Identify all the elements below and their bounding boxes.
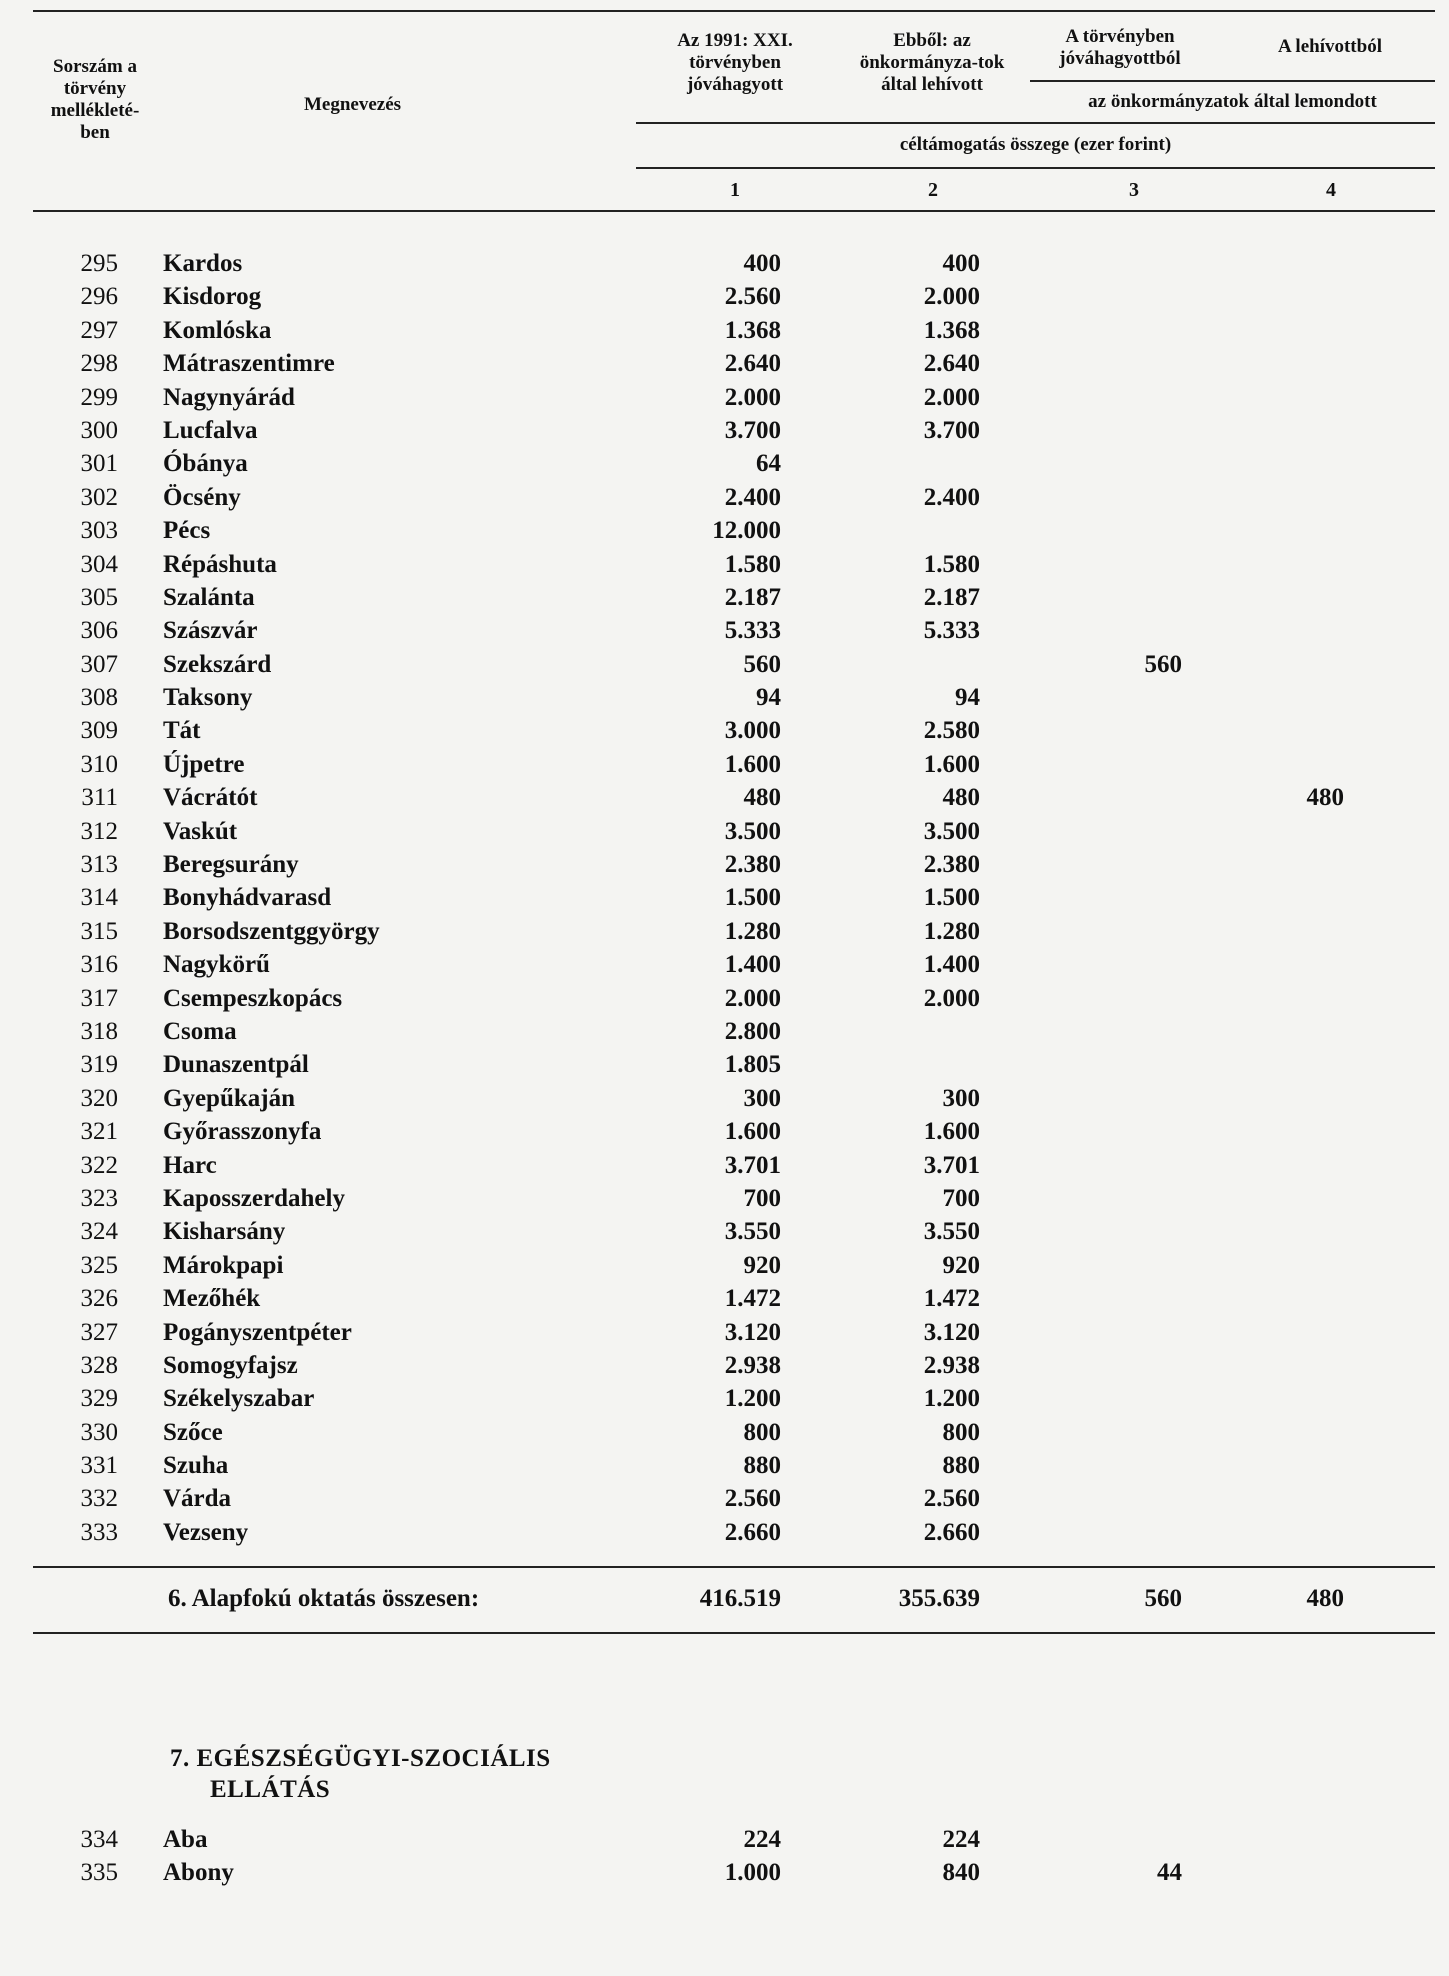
table-row xyxy=(0,714,1449,747)
row-name: Szuha xyxy=(163,1452,229,1480)
table-row xyxy=(0,681,1449,714)
header-col-34-sub: az önkormányzatok által lemondott xyxy=(1088,91,1377,112)
row-value-2: 2.580 xyxy=(923,717,980,745)
unit-rule-bottom xyxy=(636,167,1435,169)
table-row xyxy=(0,414,1449,447)
table-row xyxy=(0,1349,1449,1382)
row-number: 306 xyxy=(80,617,118,645)
row-name: Szászvár xyxy=(163,617,258,645)
row-value-2: 1.368 xyxy=(923,316,980,344)
row-name: Gyepűkaján xyxy=(163,1084,295,1112)
row-number: 319 xyxy=(80,1051,118,1079)
row-value-2: 3.700 xyxy=(923,416,980,444)
row-value-2: 2.000 xyxy=(923,383,980,411)
header-megnevezes: Megnevezés xyxy=(303,94,402,115)
header-bottom-rule xyxy=(33,210,1435,212)
table-row xyxy=(0,1449,1449,1482)
row-value-2: 1.600 xyxy=(923,750,980,778)
row-name: Tát xyxy=(163,717,201,745)
row-value-1: 400 xyxy=(743,250,781,277)
table-row xyxy=(0,1823,1449,1856)
row-number: 335 xyxy=(80,1859,118,1887)
row-value-3: 560 xyxy=(1144,650,1182,678)
table-row xyxy=(0,781,1449,814)
row-value-4: 480 xyxy=(1306,784,1344,812)
row-value-1: 3.120 xyxy=(724,1318,781,1346)
row-value-2: 2.000 xyxy=(923,283,980,311)
row-value-2: 224 xyxy=(942,1826,980,1853)
row-value-1: 1.280 xyxy=(724,917,781,945)
total-row xyxy=(0,1582,1449,1616)
total-top-rule xyxy=(33,1566,1435,1568)
row-number: 330 xyxy=(80,1418,118,1446)
table-body-section-7 xyxy=(0,1823,1449,1890)
row-name: Szekszárd xyxy=(163,650,272,678)
row-value-1: 2.560 xyxy=(724,283,781,311)
row-value-2: 1.600 xyxy=(923,1118,980,1146)
row-value-1: 880 xyxy=(743,1452,781,1480)
section-7-title-line2: ELLÁTÁS xyxy=(210,1776,331,1803)
table-row xyxy=(0,881,1449,914)
row-number: 324 xyxy=(80,1218,118,1246)
row-value-1: 2.938 xyxy=(724,1351,781,1379)
row-number: 314 xyxy=(80,884,118,912)
header-col-3: A törvényben jóváhagyottból xyxy=(1059,26,1181,69)
table-row xyxy=(0,581,1449,614)
row-name: Lucfalva xyxy=(163,416,258,444)
total-bottom-rule xyxy=(33,1632,1435,1634)
row-value-1: 3.000 xyxy=(724,717,781,745)
row-name: Győrasszonyfa xyxy=(163,1118,322,1146)
row-value-1: 1.200 xyxy=(724,1385,781,1413)
row-name: Beregsurány xyxy=(163,851,299,879)
table-row xyxy=(0,1048,1449,1081)
row-value-1: 1.580 xyxy=(724,550,781,578)
row-number: 296 xyxy=(80,283,118,311)
row-value-2: 1.500 xyxy=(923,884,980,912)
row-value-1: 560 xyxy=(743,650,781,678)
row-number: 311 xyxy=(81,784,118,812)
row-value-1: 2.000 xyxy=(724,383,781,411)
row-name: Székelyszabar xyxy=(163,1385,315,1413)
row-number: 325 xyxy=(80,1251,118,1279)
row-value-1: 3.500 xyxy=(724,817,781,845)
header-col-2: Ebből: az önkormányza-tok által lehívott xyxy=(859,30,1005,95)
table-row xyxy=(0,1015,1449,1048)
row-value-1: 224 xyxy=(743,1826,781,1853)
table-row xyxy=(0,1149,1449,1182)
row-name: Mezőhék xyxy=(163,1285,261,1313)
row-name: Kisharsány xyxy=(163,1218,286,1246)
row-value-1: 2.640 xyxy=(724,350,781,378)
row-name: Somogyfajsz xyxy=(163,1351,298,1379)
row-value-2: 1.580 xyxy=(923,550,980,578)
row-value-1: 800 xyxy=(743,1418,781,1446)
table-row xyxy=(0,247,1449,280)
row-number: 316 xyxy=(80,951,118,979)
row-value-1: 1.600 xyxy=(724,750,781,778)
row-number: 329 xyxy=(80,1385,118,1413)
row-value-2: 840 xyxy=(942,1859,980,1887)
row-name: Bonyhádvarasd xyxy=(163,884,332,912)
row-name: Kisdorog xyxy=(163,283,262,311)
row-value-2: 300 xyxy=(942,1084,980,1112)
row-value-2: 700 xyxy=(942,1184,980,1212)
row-value-1: 1.600 xyxy=(724,1118,781,1146)
table-body xyxy=(0,247,1449,1549)
table-row xyxy=(0,1382,1449,1415)
row-name: Vácrátót xyxy=(163,784,258,812)
row-name: Répáshuta xyxy=(163,550,277,578)
row-value-1: 2.560 xyxy=(724,1485,781,1513)
table-row xyxy=(0,1215,1449,1248)
row-number: 307 xyxy=(80,650,118,678)
row-name: Márokpapi xyxy=(163,1251,284,1279)
row-value-1: 3.701 xyxy=(724,1151,781,1179)
row-value-1: 2.187 xyxy=(724,583,781,611)
row-value-1: 2.000 xyxy=(724,984,781,1012)
table-row xyxy=(0,381,1449,414)
header-unit: céltámogatás összege (ezer forint) xyxy=(899,134,1172,155)
row-number: 303 xyxy=(80,517,118,545)
row-number: 313 xyxy=(80,851,118,879)
row-value-1: 1.500 xyxy=(724,884,781,912)
row-value-1: 2.380 xyxy=(724,851,781,879)
row-number: 333 xyxy=(80,1518,118,1546)
total-label: 6. Alapfokú oktatás összesen: xyxy=(168,1585,480,1612)
row-number: 332 xyxy=(80,1485,118,1513)
row-name: Kardos xyxy=(163,250,243,277)
row-value-2: 3.701 xyxy=(923,1151,980,1179)
table-row xyxy=(0,347,1449,380)
row-value-1: 480 xyxy=(743,784,781,812)
row-number: 300 xyxy=(80,416,118,444)
row-number: 328 xyxy=(80,1351,118,1379)
section-7-title xyxy=(170,1743,551,1805)
row-number: 304 xyxy=(80,550,118,578)
row-name: Aba xyxy=(163,1826,208,1853)
table-row xyxy=(0,1482,1449,1515)
row-value-2: 3.550 xyxy=(923,1218,980,1246)
table-row xyxy=(0,915,1449,948)
subheader-rule xyxy=(1030,80,1435,82)
row-number: 322 xyxy=(80,1151,118,1179)
row-value-1: 3.700 xyxy=(724,416,781,444)
row-name: Nagynyárád xyxy=(163,383,295,411)
row-name: Harc xyxy=(163,1151,217,1179)
row-value-2: 1.400 xyxy=(923,951,980,979)
row-name: Újpetre xyxy=(163,750,245,778)
row-name: Borsodszentggyörgy xyxy=(163,917,380,945)
section-7-title-line1: 7. EGÉSZSÉGÜGYI-SZOCIÁLIS xyxy=(170,1745,551,1772)
row-value-2: 2.187 xyxy=(923,583,980,611)
row-value-2: 1.472 xyxy=(923,1285,980,1313)
table-row xyxy=(0,280,1449,313)
row-name: Csempeszkopács xyxy=(163,984,343,1012)
row-value-1: 920 xyxy=(743,1251,781,1279)
row-number: 331 xyxy=(80,1452,118,1480)
row-name: Szalánta xyxy=(163,583,255,611)
row-name: Mátraszentimre xyxy=(163,350,335,378)
row-value-2: 920 xyxy=(942,1251,980,1279)
table-row xyxy=(0,447,1449,480)
row-number: 318 xyxy=(80,1017,118,1045)
row-number: 302 xyxy=(80,483,118,511)
row-value-1: 1.400 xyxy=(724,951,781,979)
row-number: 326 xyxy=(80,1285,118,1313)
total-v4: 480 xyxy=(1306,1585,1344,1612)
row-number: 327 xyxy=(80,1318,118,1346)
row-value-2: 94 xyxy=(955,684,980,712)
row-value-3: 44 xyxy=(1157,1859,1182,1887)
row-value-1: 2.400 xyxy=(724,483,781,511)
header-col-4: A lehívottból xyxy=(1278,36,1382,57)
table-row xyxy=(0,1249,1449,1282)
table-row xyxy=(0,1316,1449,1349)
row-value-2: 2.640 xyxy=(923,350,980,378)
row-value-1: 1.472 xyxy=(724,1285,781,1313)
row-value-2: 480 xyxy=(942,784,980,812)
row-value-2: 880 xyxy=(942,1452,980,1480)
row-value-2: 2.380 xyxy=(923,851,980,879)
table-row xyxy=(0,614,1449,647)
table-row xyxy=(0,548,1449,581)
header-colnum-4: 4 xyxy=(1326,179,1336,201)
row-value-1: 2.660 xyxy=(724,1518,781,1546)
row-number: 298 xyxy=(80,350,118,378)
row-name: Pécs xyxy=(163,517,211,545)
row-name: Vaskút xyxy=(163,817,238,845)
row-name: Pogányszentpéter xyxy=(163,1318,352,1346)
row-value-2: 2.400 xyxy=(923,483,980,511)
row-number: 308 xyxy=(80,684,118,712)
row-value-2: 5.333 xyxy=(923,617,980,645)
table-row xyxy=(0,1516,1449,1549)
table-row xyxy=(0,1416,1449,1449)
row-value-1: 2.800 xyxy=(724,1017,781,1045)
table-row xyxy=(0,848,1449,881)
row-value-1: 64 xyxy=(756,450,781,478)
table-row xyxy=(0,948,1449,981)
row-name: Komlóska xyxy=(163,316,272,344)
row-value-2: 3.120 xyxy=(923,1318,980,1346)
header-colnum-1: 1 xyxy=(730,179,740,201)
row-number: 305 xyxy=(80,583,118,611)
row-value-2: 3.500 xyxy=(923,817,980,845)
row-value-2: 1.200 xyxy=(923,1385,980,1413)
row-value-1: 12.000 xyxy=(712,517,781,545)
table-row xyxy=(0,748,1449,781)
header-colnum-3: 3 xyxy=(1129,179,1139,201)
row-number: 312 xyxy=(80,817,118,845)
row-value-1: 1.805 xyxy=(724,1051,781,1079)
row-number: 301 xyxy=(80,450,118,478)
row-value-2: 800 xyxy=(942,1418,980,1446)
table-row xyxy=(0,1182,1449,1215)
row-value-2: 2.560 xyxy=(923,1485,980,1513)
table-row xyxy=(0,314,1449,347)
row-value-1: 3.550 xyxy=(724,1218,781,1246)
table-row xyxy=(0,481,1449,514)
row-number: 295 xyxy=(80,250,118,277)
row-value-1: 300 xyxy=(743,1084,781,1112)
row-name: Dunaszentpál xyxy=(163,1051,309,1079)
table-row xyxy=(0,1282,1449,1315)
row-number: 321 xyxy=(80,1118,118,1146)
unit-rule-top xyxy=(636,122,1435,124)
table-row xyxy=(0,815,1449,848)
row-number: 323 xyxy=(80,1184,118,1212)
row-value-1: 5.333 xyxy=(724,617,781,645)
row-name: Csoma xyxy=(163,1017,237,1045)
row-value-2: 1.280 xyxy=(923,917,980,945)
row-value-1: 1.000 xyxy=(724,1859,781,1887)
row-number: 310 xyxy=(80,750,118,778)
table-row xyxy=(0,982,1449,1015)
row-value-1: 1.368 xyxy=(724,316,781,344)
total-v2: 355.639 xyxy=(898,1585,980,1612)
row-number: 309 xyxy=(80,717,118,745)
row-number: 317 xyxy=(80,984,118,1012)
row-number: 297 xyxy=(80,316,118,344)
table-row xyxy=(0,514,1449,547)
row-name: Abony xyxy=(163,1859,234,1887)
row-value-2: 2.000 xyxy=(923,984,980,1012)
header-colnum-2: 2 xyxy=(928,179,938,201)
row-value-2: 2.660 xyxy=(923,1518,980,1546)
table-row xyxy=(0,1856,1449,1889)
row-value-2: 2.938 xyxy=(923,1351,980,1379)
table-row xyxy=(0,1115,1449,1148)
row-name: Szőce xyxy=(163,1418,223,1446)
table-row xyxy=(0,648,1449,681)
row-name: Öcsény xyxy=(163,483,241,511)
row-value-2: 400 xyxy=(942,250,980,277)
row-value-1: 700 xyxy=(743,1184,781,1212)
table-row xyxy=(0,1082,1449,1115)
total-v1: 416.519 xyxy=(699,1585,781,1612)
row-name: Óbánya xyxy=(163,450,248,478)
total-v3: 560 xyxy=(1144,1585,1182,1612)
row-number: 334 xyxy=(80,1826,118,1853)
header-sorszam: Sorszám a törvény mellékleté-ben xyxy=(50,56,140,143)
row-name: Vezseny xyxy=(163,1518,249,1546)
row-number: 315 xyxy=(80,917,118,945)
row-name: Taksony xyxy=(163,684,253,712)
row-name: Nagykörű xyxy=(163,951,270,979)
row-name: Kaposszerdahely xyxy=(163,1184,345,1212)
row-number: 299 xyxy=(80,383,118,411)
top-rule xyxy=(33,10,1435,12)
row-number: 320 xyxy=(80,1084,118,1112)
row-name: Várda xyxy=(163,1485,232,1513)
header-col-1: Az 1991: XXI. törvényben jóváhagyott xyxy=(677,30,793,95)
row-value-1: 94 xyxy=(756,684,781,712)
